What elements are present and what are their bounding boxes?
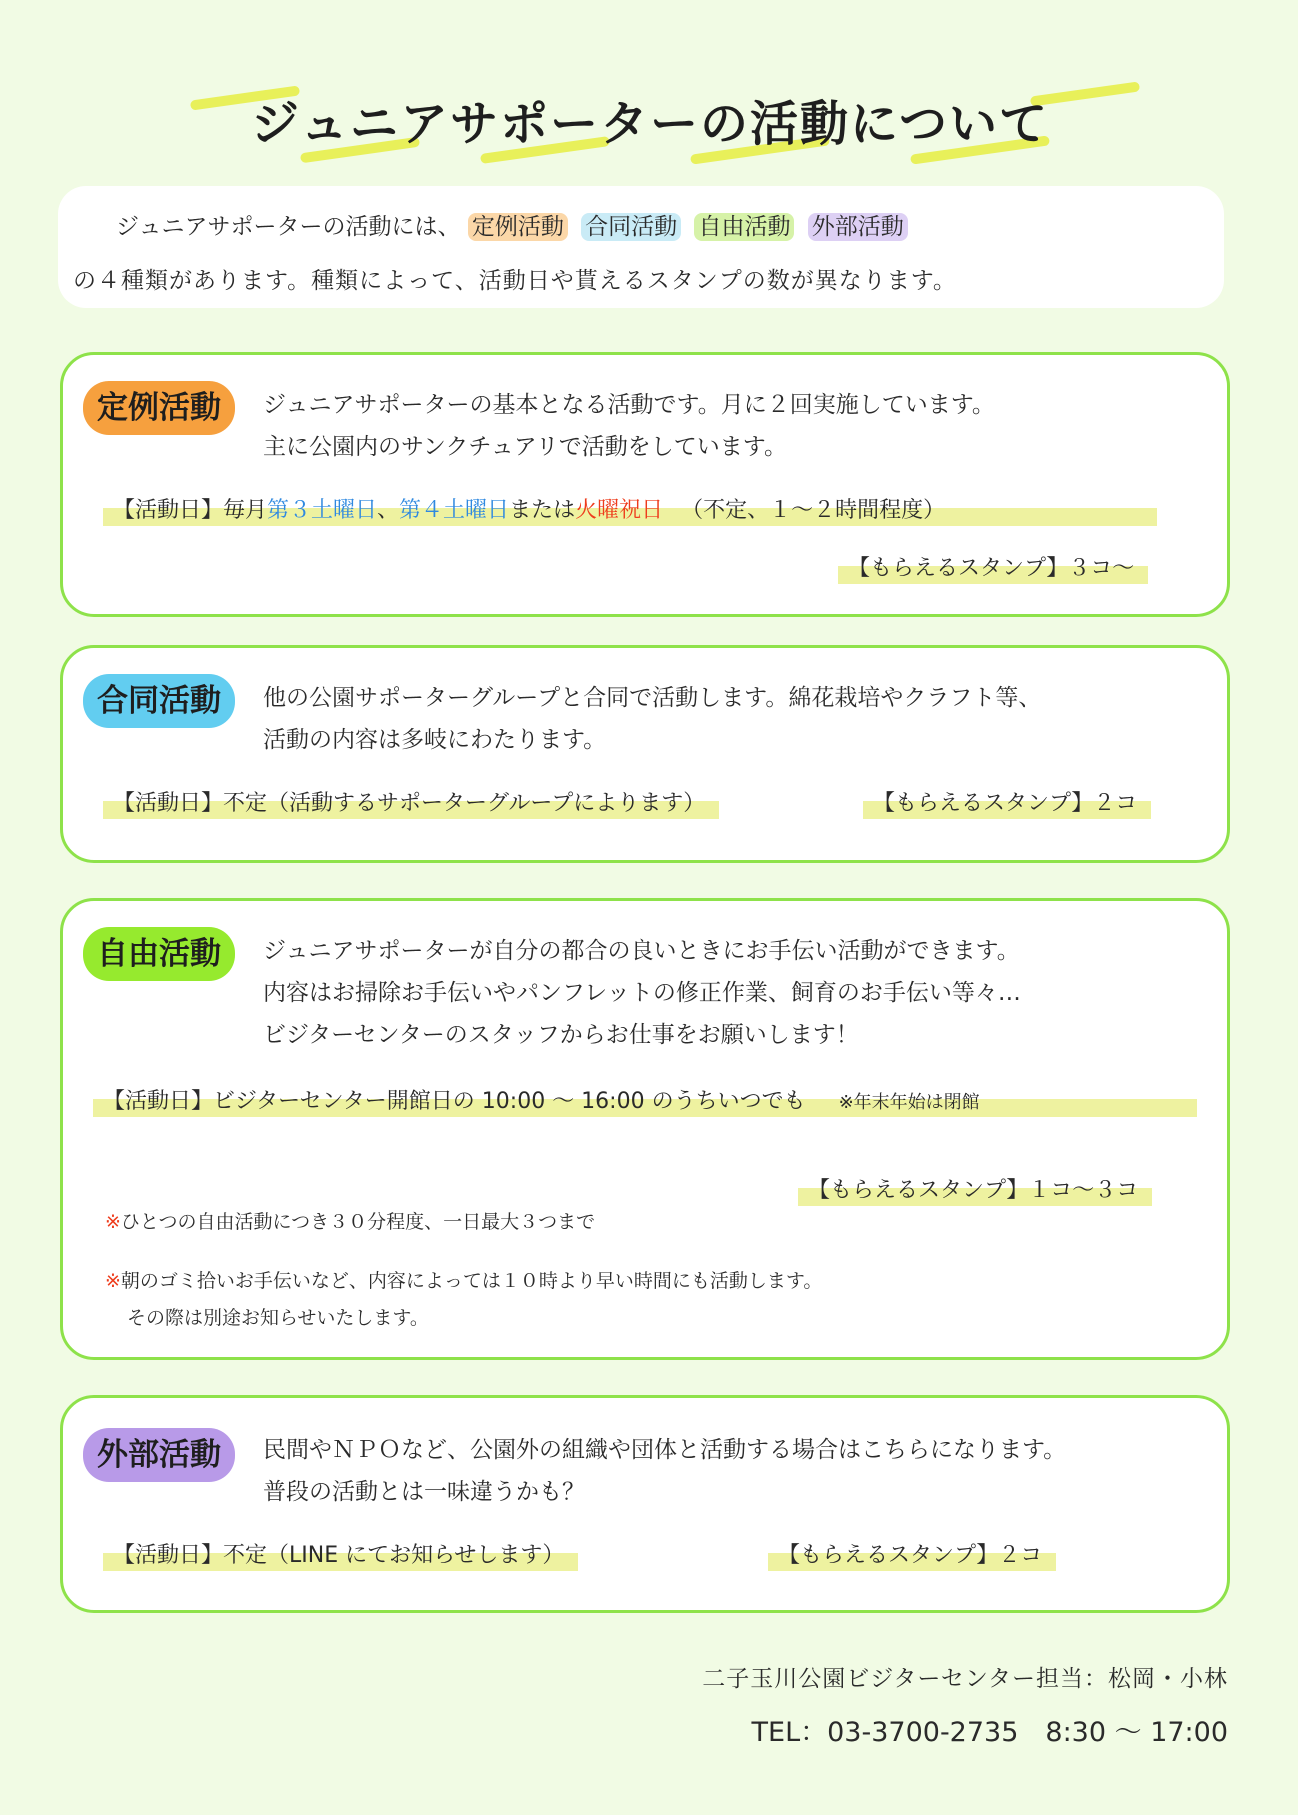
note-text: ひとつの自由活動につき３０分程度、一日最大３つまで	[120, 1211, 596, 1233]
godo-desc-1: 他の公園サポーターグループと合同で活動します。綿花栽培やクラフト等、	[263, 685, 1042, 711]
note-text: 朝のゴミ拾いお手伝いなど、内容によっては１０時より早い時間にも活動します。	[120, 1270, 823, 1292]
teirei-day-3rd-sat: 第３土曜日	[267, 498, 378, 523]
title-area	[150, 75, 1150, 165]
jiyu-activity-day	[93, 1084, 1197, 1120]
teirei-activity-day	[103, 493, 1157, 529]
godo-desc-2: 活動の内容は多岐にわたります。	[263, 727, 607, 753]
jiyu-note-2	[105, 1266, 822, 1293]
footer-contact: 二子玉川公園ビジターセンター担当：松岡・小林	[702, 1666, 1228, 1692]
badge-jiyu: 自由活動	[83, 927, 235, 981]
jiyu-note-3: その際は別途お知らせいたします。	[127, 1307, 429, 1329]
jiyu-stamp: 【もらえるスタンプ】１コ～３コ	[798, 1173, 1152, 1209]
badge-teirei: 定例活動	[83, 381, 235, 435]
section-godo	[60, 645, 1230, 863]
section-gaibu	[60, 1395, 1230, 1613]
page-title: ジュニアサポーターの活動について	[250, 96, 1050, 152]
note-mark: ※	[105, 1270, 121, 1292]
teirei-day-tue-holiday: 火曜祝日	[575, 498, 664, 523]
teirei-day-tail: （不定、１～２時間程度）	[681, 498, 946, 523]
section-teirei	[60, 352, 1230, 617]
jiyu-desc-3: ビジターセンターのスタッフからお仕事をお願いします！	[263, 1022, 859, 1048]
teirei-day-4th-sat: 第４土曜日	[399, 498, 510, 523]
jiyu-desc-2: 内容はお掃除お手伝いやパンフレットの修正作業、飼育のお手伝い等々…	[263, 980, 1021, 1006]
intro-line-2: の４種類があります。種類によって、活動日や貰えるスタンプの数が異なります。	[73, 268, 957, 294]
footer-tel: TEL：03-3700-2735 8:30 ～ 17:00	[751, 1717, 1228, 1748]
teirei-day-sep: 、	[377, 498, 400, 523]
intro-prefix: ジュニアサポーターの活動には、	[116, 214, 461, 240]
gaibu-stamp: 【もらえるスタンプ】２コ	[768, 1538, 1056, 1574]
badge-godo: 合同活動	[83, 674, 235, 728]
section-jiyu	[60, 898, 1230, 1360]
intro-box	[58, 186, 1224, 308]
badge-gaibu: 外部活動	[83, 1428, 235, 1482]
gaibu-activity-day: 【活動日】不定（LINE にてお知らせします）	[103, 1538, 578, 1574]
teirei-day-mid: または	[509, 498, 576, 523]
gaibu-desc-1: 民間やＮＰＯなど、公園外の組織や団体と活動する場合はこちらになります。	[263, 1437, 1067, 1463]
teirei-day-label: 【活動日】毎月	[113, 498, 268, 523]
intro-tag-gaibu: 外部活動	[808, 213, 908, 241]
intro-line-1	[116, 208, 914, 241]
jiyu-day-text: 【活動日】ビジターセンター開館日の 10:00 ～ 16:00 のうちいつでも	[103, 1089, 806, 1114]
jiyu-note-1	[105, 1207, 595, 1234]
jiyu-day-note: ※年末年始は閉館	[838, 1092, 980, 1113]
gaibu-desc-2: 普段の活動とは一味違うかも？	[263, 1479, 585, 1505]
teirei-desc-1: ジュニアサポーターの基本となる活動です。月に２回実施しています。	[263, 392, 995, 418]
intro-tag-godo: 合同活動	[581, 213, 681, 241]
intro-tag-jiyu: 自由活動	[694, 213, 794, 241]
teirei-stamp: 【もらえるスタンプ】３コ～	[838, 551, 1148, 587]
jiyu-desc-1: ジュニアサポーターが自分の都合の良いときにお手伝い活動ができます。	[263, 938, 1020, 964]
note-mark: ※	[105, 1211, 121, 1233]
godo-stamp: 【もらえるスタンプ】２コ	[863, 786, 1151, 822]
godo-activity-day: 【活動日】不定（活動するサポーターグループによります）	[103, 786, 719, 822]
intro-tag-teirei: 定例活動	[468, 213, 568, 241]
teirei-desc-2: 主に公園内のサンクチュアリで活動をしています。	[263, 434, 787, 460]
